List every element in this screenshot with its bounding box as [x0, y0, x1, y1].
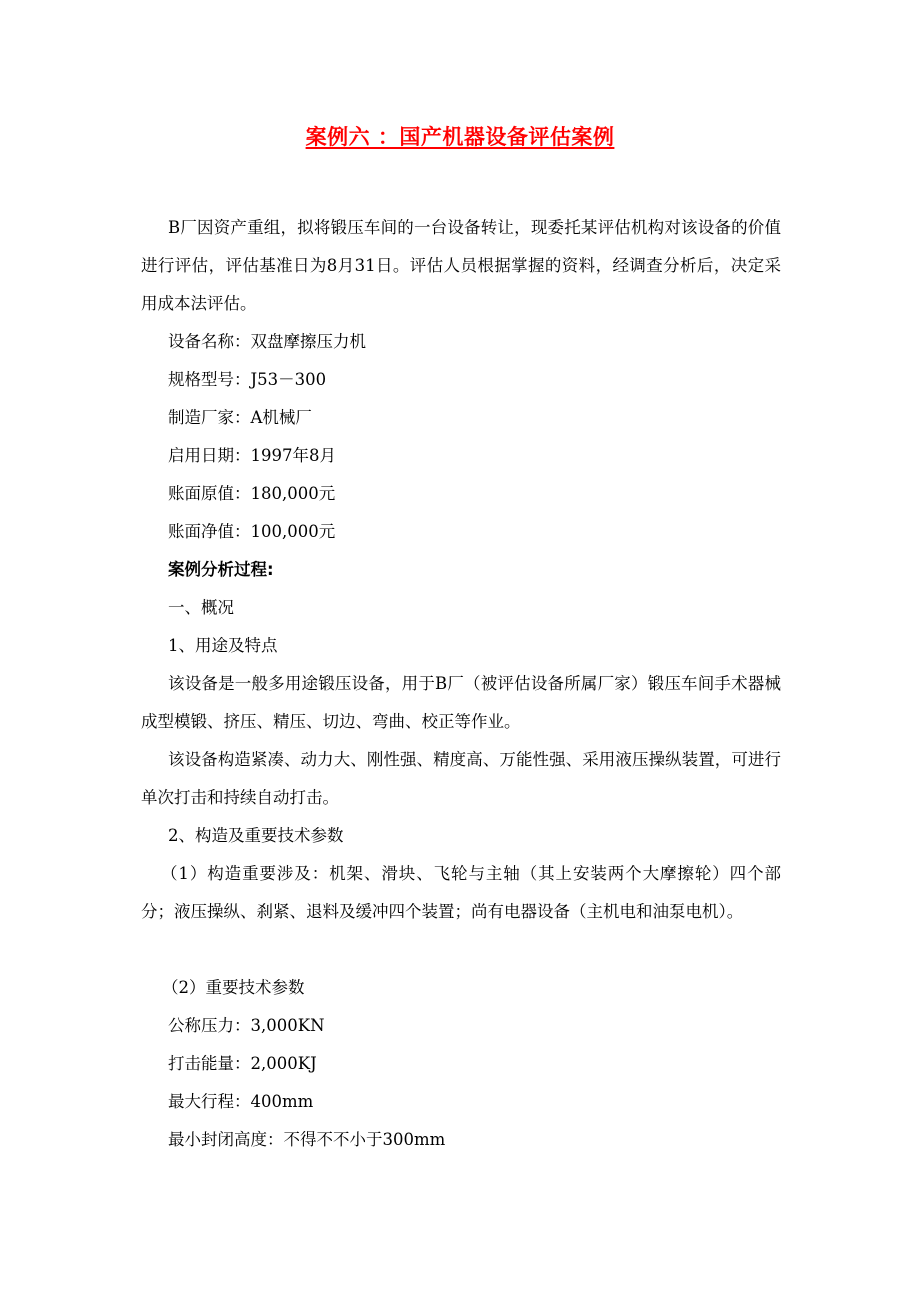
- param-nominal-pressure: 公称压力：3,000KN: [168, 1016, 325, 1035]
- usage-paragraph: 该设备是一般多用途锻压设备，用于B厂（被评估设备所属厂家）锻压车间手术器械成型模锻、挤压、精压、切边、弯曲、校正等作业。: [141, 674, 781, 731]
- features-paragraph: 该设备构造紧凑、动力大、刚性强、精度高、万能性强、采用液压操纵装置，可进行单次打击和持续自动打击。: [141, 750, 781, 807]
- subsection1-heading: 1、用途及特点: [168, 636, 278, 655]
- spec-model: 规格型号：J53－300: [168, 370, 327, 389]
- params-heading: （2）重要技术参数: [162, 978, 305, 997]
- spec-start-date: 启用日期：1997年8月: [168, 446, 336, 465]
- structure-paragraph: （1）构造重要涉及：机架、滑块、飞轮与主轴（其上安装两个大摩擦轮）四个部分；液压操纵、刹紧、退料及缓冲四个装置；尚有电器设备（主机电和油泵电机）。: [141, 864, 781, 921]
- document-title: 案例六 ：国产机器设备评估案例: [305, 125, 615, 149]
- subsection2-heading: 2、构造及重要技术参数: [168, 826, 344, 845]
- param-striking-energy: 打击能量：2,000KJ: [168, 1054, 317, 1073]
- analysis-heading: 案例分析过程:: [168, 560, 274, 579]
- section1-heading: 一、概况: [168, 598, 234, 617]
- spec-book-net-value: 账面净值：100,000元: [168, 522, 336, 541]
- spec-book-original-value: 账面原值：180,000元: [168, 484, 336, 503]
- spec-manufacturer: 制造厂家：A机械厂: [168, 408, 312, 427]
- intro-paragraph: B厂因资产重组，拟将锻压车间的一台设备转让，现委托某评估机构对该设备的价值进行评估，评估基准日为8月31日。评估人员根据掌握的资料，经调查分析后，决定采用成本法评估。: [141, 218, 781, 313]
- spec-equipment-name: 设备名称：双盘摩擦压力机: [168, 332, 366, 351]
- param-max-stroke: 最大行程：400mm: [168, 1092, 314, 1111]
- param-min-closed-height: 最小封闭高度：不得不不小于300mm: [168, 1130, 446, 1149]
